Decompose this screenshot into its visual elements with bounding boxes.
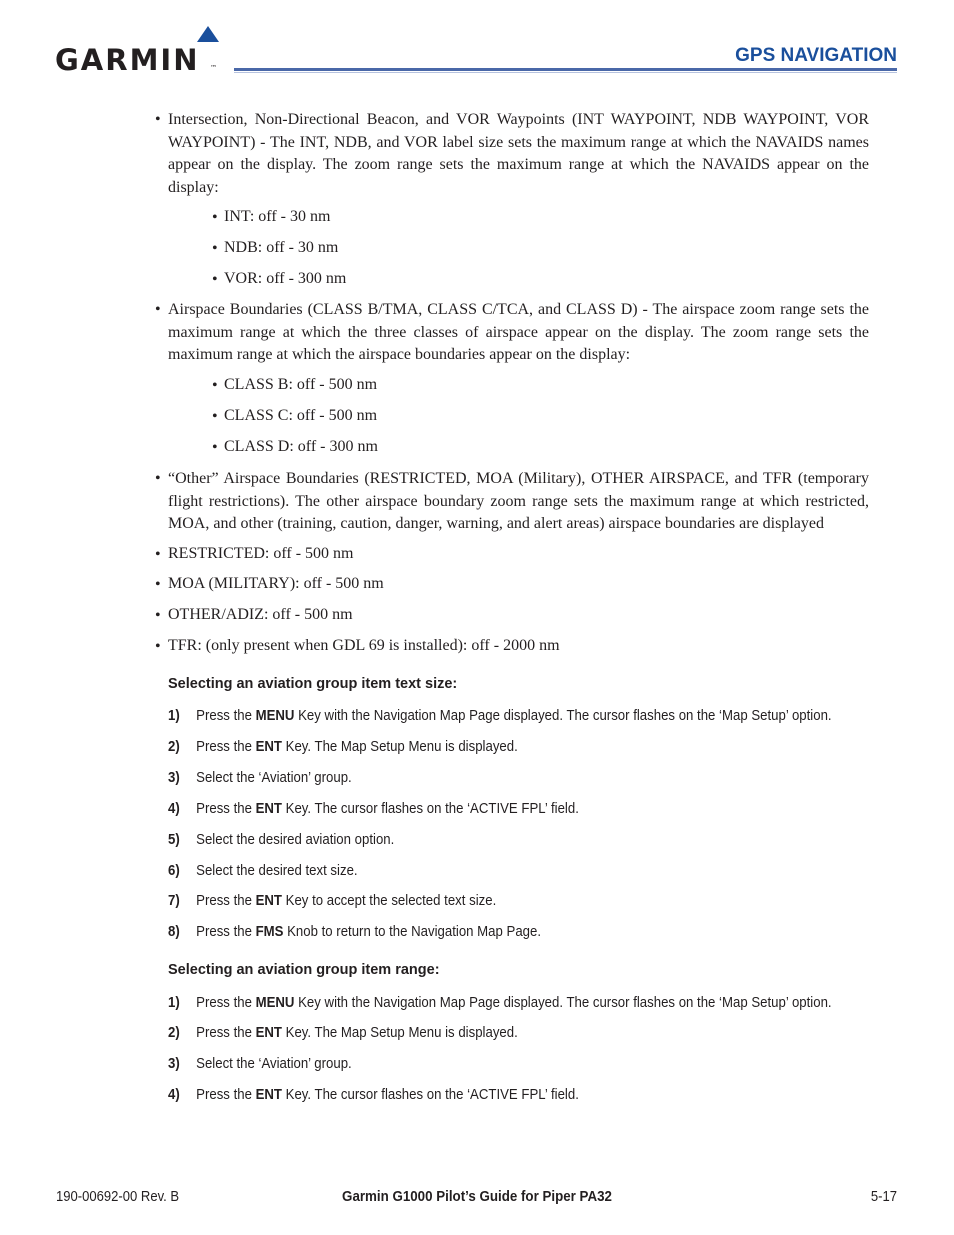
bullet-moa: MOA (MILITARY): off - 500 nm [168, 575, 384, 592]
step-number: 7) [168, 892, 180, 909]
step-text: Key. The Map Setup Menu is displayed. [281, 738, 518, 755]
bullet-marker: • [155, 301, 161, 318]
sub-bullet-marker: • [212, 408, 218, 425]
bullet-marker: • [155, 111, 161, 128]
procedure-step [168, 892, 496, 909]
step-text: Press the [196, 892, 256, 909]
procedure-step [168, 994, 832, 1011]
step-number: 4) [168, 1086, 180, 1103]
key-name: FMS [255, 923, 284, 940]
step-text: Select the ‘Aviation’ group. [196, 1055, 352, 1072]
footer-page-number: 5-17 [870, 1189, 897, 1205]
step-number: 3) [168, 1055, 180, 1072]
footer-title: Garmin G1000 Pilot’s Guide for Piper PA32 [342, 1189, 612, 1205]
step-number: 1) [168, 707, 180, 724]
step-text: Press the [196, 923, 256, 940]
procedure-step [168, 1024, 518, 1041]
bullet-airspace: Airspace Boundaries (CLASS B/TMA, CLASS C/TCA, and CLASS D) - The airspace zoom range sets the maximum range at which the three classes of airspace appear on the display. The zoom range sets the maximum range at which the airspace boundaries appear on the display: [168, 301, 869, 363]
procedure-step [168, 707, 832, 724]
step-number: 5) [168, 831, 180, 848]
bullet-tfr: TFR: (only present when GDL 69 is installed): off - 2000 nm [168, 637, 560, 654]
sub-bullet-marker: • [212, 377, 218, 394]
sub-bullet-marker: • [212, 209, 218, 226]
sub-bullet-class-b: CLASS B: off - 500 nm [224, 376, 378, 393]
key-name: ENT [255, 800, 282, 817]
step-text: Key. The cursor flashes on the ‘ACTIVE FPL’ field. [281, 1086, 579, 1103]
sub-bullet-class-d: CLASS D: off - 300 nm [224, 438, 378, 455]
procedure-step [168, 831, 394, 848]
procedure-step [168, 769, 352, 786]
sub-bullet-int: INT: off - 30 nm [224, 208, 331, 225]
bullet-waypoints: Intersection, Non-Directional Beacon, and VOR Waypoints (INT WAYPOINT, NDB WAYPOINT, VOR WAYPOINT) - The INT, NDB, and VOR label size sets the maximum range at which the NAVAIDS names appear on the display. The zoom range sets the maximum range at which the NAVAIDS appear on the display: [168, 111, 869, 196]
step-text: Press the [196, 1086, 256, 1103]
procedure-heading-text-size: Selecting an aviation group item text size: [168, 676, 458, 692]
step-text: Knob to return to the Navigation Map Page. [283, 923, 542, 940]
procedure-step [168, 862, 358, 879]
step-text: Press the [196, 800, 256, 817]
step-text: Key to accept the selected text size. [281, 892, 497, 909]
step-text: Key with the Navigation Map Page displayed. The cursor flashes on the ‘Map Setup’ option. [294, 994, 832, 1011]
step-text: Key. The cursor flashes on the ‘ACTIVE FPL’ field. [281, 800, 579, 817]
bullet-marker: • [155, 607, 161, 624]
section-title: GPS NAVIGATION [735, 45, 897, 66]
key-name: ENT [255, 892, 282, 909]
step-text: Select the desired aviation option. [196, 831, 395, 848]
header-rule-secondary [234, 72, 897, 73]
bullet-marker: • [155, 638, 161, 655]
bullet-marker: • [155, 546, 161, 563]
step-text: Press the [196, 994, 256, 1011]
logo-wordmark: GARMIN [55, 43, 200, 77]
logo-trademark: ™ [210, 64, 217, 72]
step-number: 3) [168, 769, 180, 786]
bullet-other-airspace: “Other” Airspace Boundaries (RESTRICTED, MOA (Military), OTHER AIRSPACE, and TFR (temporary flight restrictions). The other airspace boundary zoom range sets the maximum range at which restricted, MOA, and other (training, caution, danger, warning, and alert areas) airspace boundaries are displayed [168, 470, 869, 532]
bullet-restricted: RESTRICTED: off - 500 nm [168, 545, 354, 562]
footer-doc-number: 190-00692-00 Rev. B [56, 1189, 180, 1205]
logo-triangle-icon [197, 26, 219, 42]
key-name: MENU [255, 707, 295, 724]
step-text: Key. The Map Setup Menu is displayed. [281, 1024, 518, 1041]
step-number: 2) [168, 738, 180, 755]
bullet-marker: • [155, 576, 161, 593]
sub-bullet-class-c: CLASS C: off - 500 nm [224, 407, 378, 424]
procedure-step [168, 1086, 579, 1103]
key-name: ENT [255, 1086, 282, 1103]
step-text: Select the desired text size. [196, 862, 358, 879]
step-number: 8) [168, 923, 180, 940]
step-number: 1) [168, 994, 180, 1011]
key-name: ENT [255, 1024, 282, 1041]
step-number: 4) [168, 800, 180, 817]
sub-bullet-marker: • [212, 271, 218, 288]
sub-bullet-marker: • [212, 439, 218, 456]
procedure-step [168, 738, 518, 755]
step-number: 2) [168, 1024, 180, 1041]
step-text: Key with the Navigation Map Page displayed. The cursor flashes on the ‘Map Setup’ option. [294, 707, 832, 724]
key-name: ENT [255, 738, 282, 755]
procedure-step [168, 1055, 352, 1072]
step-number: 6) [168, 862, 180, 879]
sub-bullet-ndb: NDB: off - 30 nm [224, 239, 339, 256]
sub-bullet-marker: • [212, 240, 218, 257]
procedure-step [168, 800, 579, 817]
key-name: MENU [255, 994, 295, 1011]
bullet-marker: • [155, 470, 161, 487]
step-text: Press the [196, 738, 256, 755]
bullet-other-adiz: OTHER/ADIZ: off - 500 nm [168, 606, 353, 623]
step-text: Press the [196, 707, 256, 724]
sub-bullet-vor: VOR: off - 300 nm [224, 270, 347, 287]
garmin-logo [55, 26, 220, 76]
step-text: Press the [196, 1024, 256, 1041]
step-text: Select the ‘Aviation’ group. [196, 769, 352, 786]
procedure-step [168, 923, 541, 940]
header-rule [234, 68, 897, 71]
procedure-heading-range: Selecting an aviation group item range: [168, 962, 440, 978]
